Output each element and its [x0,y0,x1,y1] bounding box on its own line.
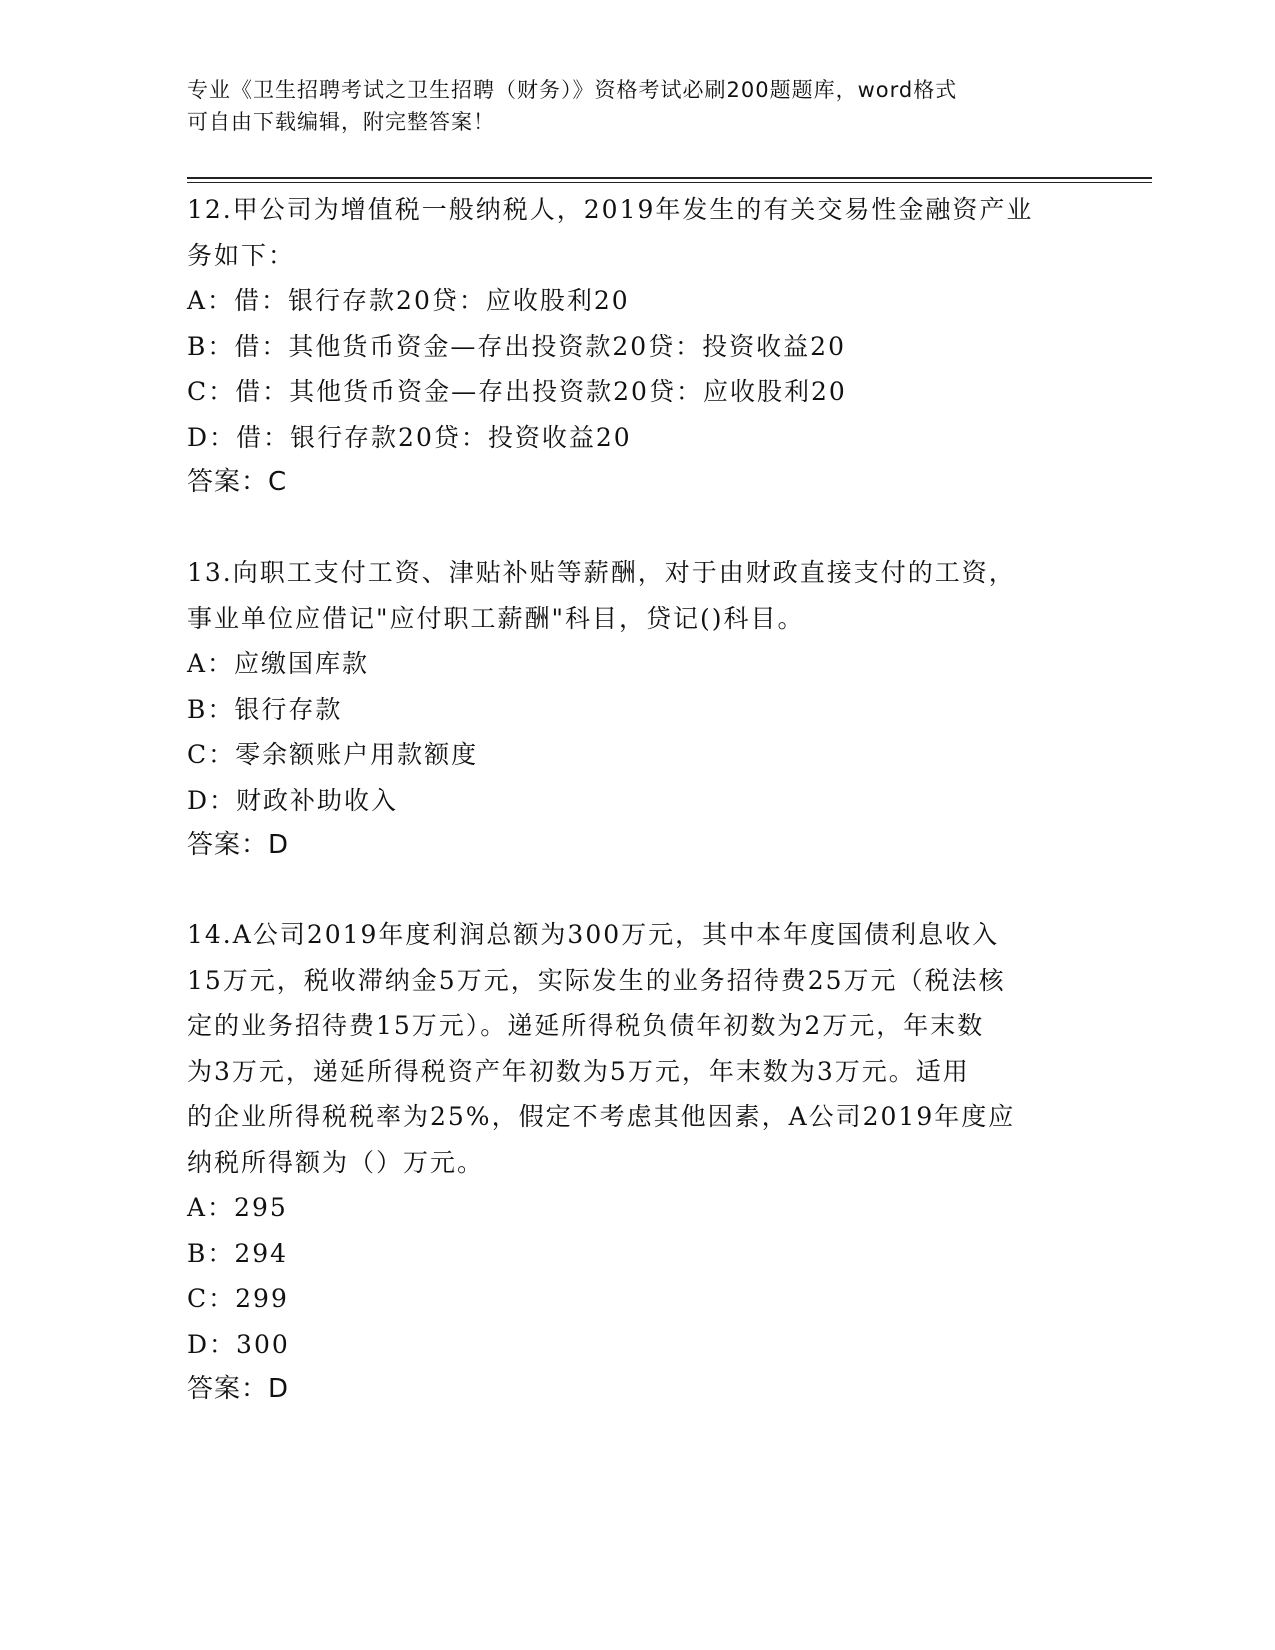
question-stem-line: 12.甲公司为增值税一般纳税人，2019年发生的有关交易性金融资产业 [187,195,1034,224]
option-d: D：借：银行存款20贷：投资收益20 [187,422,632,452]
question-12 [187,187,1087,506]
answer: 答案：D [187,830,290,860]
option-a: A：295 [187,1193,288,1222]
question-stem-line: 事业单位应借记"应付职工薪酬"科目，贷记()科目。 [187,603,805,633]
question-stem-line: 定的业务招待费15万元）。递延所得税负债年初数为2万元，年末数 [187,1011,985,1040]
option-a: A：借：银行存款20贷：应收股利20 [187,286,630,315]
question-stem-line: 为3万元，递延所得税资产年初数为5万元，年末数为3万元。适用 [187,1056,970,1086]
header-line-2: 可自由下载编辑，附完整答案！ [187,110,495,134]
document-header [187,74,1067,138]
question-stem-line: 纳税所得额为（）万元。 [187,1147,485,1177]
question-stem-line: 务如下： [187,240,296,270]
option-b: B：294 [187,1238,289,1268]
answer: 答案：D [187,1374,290,1404]
question-14 [187,912,1087,1413]
option-b: B：借：其他货币资金—存出投资款20贷：投资收益20 [187,331,846,361]
question-stem-line: 13.向职工支付工资、津贴补贴等薪酬，对于由财政直接支付的工资， [187,558,1016,587]
option-d: D：300 [187,1329,290,1359]
option-a: A：应缴国库款 [187,649,370,678]
question-stem-line: 14.A公司2019年度利润总额为300万元，其中本年度国债利息收入 [187,920,1000,949]
option-c: C：299 [187,1284,289,1313]
option-b: B：银行存款 [187,694,343,724]
option-c: C：零余额账户用款额度 [187,740,479,769]
header-line-1: 专业《卫生招聘考试之卫生招聘（财务）》资格考试必刷200题题库，word格式 [187,78,958,102]
answer: 答案：C [187,467,288,497]
question-stem-line: 的企业所得税税率为25%，假定不考虑其他因素，A公司2019年度应 [187,1102,1016,1131]
option-c: C：借：其他货币资金—存出投资款20贷：应收股利20 [187,377,847,406]
header-divider-thick [187,177,1152,179]
question-stem-line: 15万元，税收滞纳金5万元，实际发生的业务招待费25万元（税法核 [187,965,1006,995]
option-d: D：财政补助收入 [187,785,399,815]
question-13 [187,550,1087,869]
header-divider-thin [187,182,1152,183]
